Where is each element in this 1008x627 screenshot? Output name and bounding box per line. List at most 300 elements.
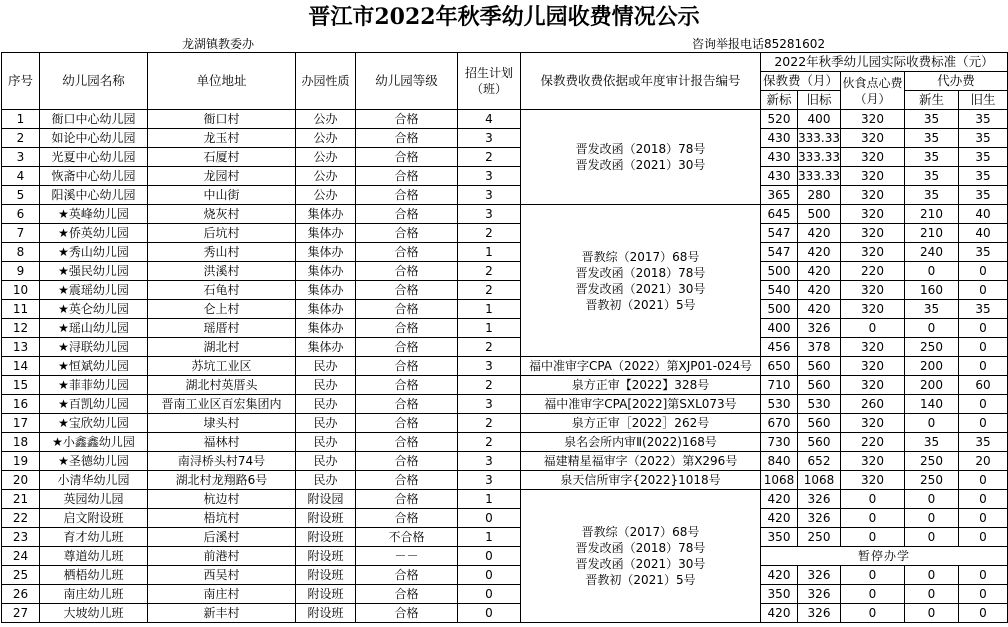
cell-care-old: 560: [798, 357, 841, 376]
cell-agency-new: 0: [905, 509, 959, 528]
cell-plan: 2: [458, 224, 521, 243]
cell-meal: 320: [841, 452, 905, 471]
cell-agency-old: 0: [959, 604, 1008, 623]
cell-plan: 3: [458, 205, 521, 224]
cell-care-new: 430: [761, 129, 798, 148]
col-care-new: 新标: [761, 91, 798, 110]
table-row: [2, 433, 1008, 452]
table-row: [2, 471, 1008, 490]
table-row: [2, 528, 1008, 547]
cell-meal: 0: [841, 528, 905, 547]
cell-care-old: 420: [798, 300, 841, 319]
cell-no: 14: [2, 357, 40, 376]
table-row: [2, 129, 1008, 148]
cell-name: ★英仑幼儿园: [40, 300, 148, 319]
cell-basis: 福建精星福审字（2022）第X296号: [521, 452, 761, 471]
cell-care-old: 326: [798, 585, 841, 604]
col-nature: 办园性质: [296, 53, 356, 110]
basis-line: 晋发改函（2021）30号: [575, 158, 706, 172]
cell-meal: 320: [841, 300, 905, 319]
cell-plan: 2: [458, 338, 521, 357]
cell-basis: 泉方正审［2022］262号: [521, 414, 761, 433]
cell-care-new: 520: [761, 110, 798, 129]
cell-name: ★瑶山幼儿园: [40, 319, 148, 338]
subheader: [0, 34, 1008, 52]
cell-care-new: 500: [761, 262, 798, 281]
table-row: [2, 509, 1008, 528]
cell-level: 合格: [356, 585, 458, 604]
table-row: [2, 585, 1008, 604]
cell-address: 秀山村: [148, 243, 296, 262]
cell-address: 苏坑工业区: [148, 357, 296, 376]
table-body: [2, 110, 1008, 623]
cell-name: 阳溪中心幼儿园: [40, 186, 148, 205]
cell-care-old: 400: [798, 110, 841, 129]
cell-name: ★侨英幼儿园: [40, 224, 148, 243]
cell-no: 19: [2, 452, 40, 471]
cell-care-new: 710: [761, 376, 798, 395]
cell-agency-old: 0: [959, 414, 1008, 433]
cell-care-old: 333.33: [798, 148, 841, 167]
cell-address: 石厦村: [148, 148, 296, 167]
table-row: [2, 110, 1008, 129]
cell-meal: 320: [841, 414, 905, 433]
cell-care-old: 326: [798, 566, 841, 585]
cell-level: 合格: [356, 433, 458, 452]
cell-nature: 公办: [296, 129, 356, 148]
cell-agency-old: 0: [959, 509, 1008, 528]
cell-nature: 民办: [296, 414, 356, 433]
cell-meal: 320: [841, 129, 905, 148]
cell-plan: 2: [458, 414, 521, 433]
cell-care-old: 280: [798, 186, 841, 205]
cell-care-new: 547: [761, 224, 798, 243]
cell-level: 合格: [356, 604, 458, 623]
cell-level: 合格: [356, 414, 458, 433]
cell-name: ★英峰幼儿园: [40, 205, 148, 224]
cell-care-old: 652: [798, 452, 841, 471]
cell-plan: 1: [458, 243, 521, 262]
cell-no: 1: [2, 110, 40, 129]
cell-agency-old: 0: [959, 471, 1008, 490]
cell-no: 16: [2, 395, 40, 414]
cell-address: 福林村: [148, 433, 296, 452]
cell-nature: 民办: [296, 357, 356, 376]
cell-care-new: 420: [761, 509, 798, 528]
cell-agency-old: 0: [959, 566, 1008, 585]
cell-address: 南庄村: [148, 585, 296, 604]
cell-level: －－: [356, 547, 458, 566]
col-care: 保教费（月）: [761, 72, 841, 91]
cell-care-new: 420: [761, 490, 798, 509]
hotline-label: 咨询举报电话85281602: [692, 37, 826, 51]
table-row: [2, 604, 1008, 623]
cell-name: ★恒斌幼儿园: [40, 357, 148, 376]
cell-no: 6: [2, 205, 40, 224]
cell-level: 合格: [356, 186, 458, 205]
cell-agency-new: 0: [905, 528, 959, 547]
cell-care-new: 645: [761, 205, 798, 224]
cell-meal: 320: [841, 357, 905, 376]
cell-meal: 0: [841, 604, 905, 623]
cell-address: 晋南工业区百宏集团内: [148, 395, 296, 414]
cell-no: 3: [2, 148, 40, 167]
cell-agency-new: 0: [905, 414, 959, 433]
cell-agency-new: 35: [905, 129, 959, 148]
table-row: [2, 547, 1008, 566]
cell-care-old: 530: [798, 395, 841, 414]
organization-label: 龙湖镇教委办: [182, 37, 255, 51]
cell-agency-new: 35: [905, 110, 959, 129]
cell-care-old: 560: [798, 376, 841, 395]
cell-care-old: 560: [798, 433, 841, 452]
cell-agency-old: 0: [959, 357, 1008, 376]
cell-agency-old: 35: [959, 129, 1008, 148]
cell-care-new: 430: [761, 148, 798, 167]
cell-name: 英园幼儿园: [40, 490, 148, 509]
cell-meal: 0: [841, 319, 905, 338]
cell-level: 合格: [356, 129, 458, 148]
cell-level: 合格: [356, 281, 458, 300]
table-row: [2, 224, 1008, 243]
cell-agency-new: 0: [905, 604, 959, 623]
cell-plan: 2: [458, 376, 521, 395]
cell-plan: 3: [458, 186, 521, 205]
table-row: [2, 338, 1008, 357]
cell-agency-new: 35: [905, 167, 959, 186]
cell-agency-new: 250: [905, 452, 959, 471]
cell-level: 合格: [356, 376, 458, 395]
cell-name: ★秀山幼儿园: [40, 243, 148, 262]
cell-address: 南浔桥头村74号: [148, 452, 296, 471]
cell-level: 合格: [356, 110, 458, 129]
col-fee-group: 2022年秋季幼儿园实际收费标准（元）: [761, 53, 1008, 72]
col-no: 序号: [2, 53, 40, 110]
cell-level: 合格: [356, 148, 458, 167]
cell-basis: 福中准审字CPA[2022]第SXL073号: [521, 395, 761, 414]
cell-name: 南庄幼儿班: [40, 585, 148, 604]
cell-agency-old: 40: [959, 224, 1008, 243]
cell-care-new: 420: [761, 604, 798, 623]
basis-line: 晋发改函（2021）30号: [575, 557, 706, 571]
col-agency-new: 新生: [905, 91, 959, 110]
cell-plan: 3: [458, 129, 521, 148]
cell-nature: 集体办: [296, 300, 356, 319]
cell-agency-new: 240: [905, 243, 959, 262]
cell-plan: 3: [458, 395, 521, 414]
cell-name: ★百凯幼儿园: [40, 395, 148, 414]
cell-agency-old: 35: [959, 433, 1008, 452]
cell-care-old: 326: [798, 604, 841, 623]
basis-line: 晋发改函（2018）78号: [575, 142, 706, 156]
cell-care-new: 670: [761, 414, 798, 433]
cell-plan: 0: [458, 547, 521, 566]
cell-meal: 260: [841, 395, 905, 414]
table-row: [2, 319, 1008, 338]
cell-meal: 320: [841, 186, 905, 205]
cell-meal: 320: [841, 338, 905, 357]
cell-basis: 泉名会所内审Ⅱ(2022)168号: [521, 433, 761, 452]
cell-name: 栖梧幼儿班: [40, 566, 148, 585]
cell-care-new: 350: [761, 528, 798, 547]
cell-agency-old: 0: [959, 319, 1008, 338]
cell-address: 洪溪村: [148, 262, 296, 281]
cell-agency-new: 35: [905, 186, 959, 205]
cell-care-new: 547: [761, 243, 798, 262]
cell-address: 仑上村: [148, 300, 296, 319]
col-agency: 代办费: [905, 72, 1008, 91]
cell-agency-old: 35: [959, 110, 1008, 129]
cell-agency-old: 35: [959, 300, 1008, 319]
cell-care-old: 420: [798, 224, 841, 243]
cell-name: 大坡幼儿班: [40, 604, 148, 623]
cell-nature: 附设班: [296, 509, 356, 528]
table-row: [2, 414, 1008, 433]
cell-agency-old: 35: [959, 186, 1008, 205]
cell-level: 合格: [356, 395, 458, 414]
cell-address: 湖北村英厝头: [148, 376, 296, 395]
cell-address: 后坑村: [148, 224, 296, 243]
cell-address: 湖北村龙翔路6号: [148, 471, 296, 490]
cell-plan: 0: [458, 585, 521, 604]
col-meal: 伙食点心费（月）: [841, 72, 905, 110]
cell-care-new: 650: [761, 357, 798, 376]
cell-level: 合格: [356, 300, 458, 319]
cell-care-new: 456: [761, 338, 798, 357]
cell-plan: 2: [458, 262, 521, 281]
cell-care-new: 530: [761, 395, 798, 414]
table-header: [2, 53, 1008, 110]
cell-name: 尊道幼儿班: [40, 547, 148, 566]
cell-level: 不合格: [356, 528, 458, 547]
cell-agency-new: 35: [905, 148, 959, 167]
table-row: [2, 376, 1008, 395]
cell-plan: 2: [458, 148, 521, 167]
basis-line: 晋发改函（2021）30号: [575, 281, 706, 296]
cell-basis-group: [521, 205, 761, 357]
cell-nature: 集体办: [296, 224, 356, 243]
col-agency-old: 旧生: [959, 91, 1008, 110]
cell-level: 合格: [356, 509, 458, 528]
cell-plan: 1: [458, 528, 521, 547]
cell-suspended: 暂停办学: [761, 547, 1008, 566]
cell-address: 中山街: [148, 186, 296, 205]
cell-no: 5: [2, 186, 40, 205]
cell-address: 龙园村: [148, 167, 296, 186]
col-name: 幼儿园名称: [40, 53, 148, 110]
cell-name: 启文附设班: [40, 509, 148, 528]
cell-no: 22: [2, 509, 40, 528]
cell-address: 新丰村: [148, 604, 296, 623]
cell-care-old: 420: [798, 243, 841, 262]
basis-line: 晋教初（2021）5号: [585, 297, 696, 312]
cell-no: 24: [2, 547, 40, 566]
cell-agency-old: 35: [959, 243, 1008, 262]
cell-agency-old: 0: [959, 281, 1008, 300]
table-row: [2, 452, 1008, 471]
cell-nature: 公办: [296, 186, 356, 205]
cell-no: 7: [2, 224, 40, 243]
cell-name: ★圣德幼儿园: [40, 452, 148, 471]
cell-no: 11: [2, 300, 40, 319]
cell-nature: 集体办: [296, 281, 356, 300]
cell-care-old: 333.33: [798, 167, 841, 186]
cell-agency-old: 0: [959, 490, 1008, 509]
cell-meal: 0: [841, 509, 905, 528]
cell-agency-old: 0: [959, 262, 1008, 281]
table-row: [2, 566, 1008, 585]
cell-nature: 公办: [296, 167, 356, 186]
cell-nature: 民办: [296, 452, 356, 471]
cell-no: 10: [2, 281, 40, 300]
cell-name: 育才幼儿班: [40, 528, 148, 547]
cell-care-old: 1068: [798, 471, 841, 490]
cell-address: 衙口村: [148, 110, 296, 129]
cell-no: 2: [2, 129, 40, 148]
basis-line: 晋教综（2017）68号: [581, 249, 700, 264]
cell-basis: 泉方正审【2022】328号: [521, 376, 761, 395]
cell-nature: 集体办: [296, 262, 356, 281]
cell-name: ★浔联幼儿园: [40, 338, 148, 357]
cell-care-old: 378: [798, 338, 841, 357]
cell-meal: 320: [841, 471, 905, 490]
cell-nature: 附设班: [296, 585, 356, 604]
cell-level: 合格: [356, 224, 458, 243]
cell-agency-old: 35: [959, 148, 1008, 167]
cell-plan: 3: [458, 471, 521, 490]
cell-name: 衙口中心幼儿园: [40, 110, 148, 129]
table-row: [2, 281, 1008, 300]
cell-plan: 0: [458, 509, 521, 528]
cell-level: 合格: [356, 490, 458, 509]
cell-plan: 0: [458, 566, 521, 585]
cell-care-old: 326: [798, 490, 841, 509]
cell-care-old: 500: [798, 205, 841, 224]
cell-level: 合格: [356, 471, 458, 490]
cell-level: 合格: [356, 357, 458, 376]
cell-care-new: 400: [761, 319, 798, 338]
cell-plan: 3: [458, 357, 521, 376]
cell-no: 15: [2, 376, 40, 395]
col-level: 幼儿园等级: [356, 53, 458, 110]
cell-care-old: 560: [798, 414, 841, 433]
cell-meal: 0: [841, 566, 905, 585]
cell-plan: 2: [458, 281, 521, 300]
cell-name: 小清华幼儿园: [40, 471, 148, 490]
cell-meal: 0: [841, 585, 905, 604]
cell-address: 后溪村: [148, 528, 296, 547]
cell-meal: 320: [841, 243, 905, 262]
cell-basis: 泉天信所审字{2022}1018号: [521, 471, 761, 490]
cell-care-new: 840: [761, 452, 798, 471]
col-plan: 招生计划（班）: [458, 53, 521, 110]
cell-name: 如论中心幼儿园: [40, 129, 148, 148]
cell-care-new: 430: [761, 167, 798, 186]
cell-meal: 0: [841, 490, 905, 509]
cell-name: ★小鑫鑫幼儿园: [40, 433, 148, 452]
cell-address: 埭头村: [148, 414, 296, 433]
table-row: [2, 300, 1008, 319]
cell-care-old: 333.33: [798, 129, 841, 148]
cell-meal: 320: [841, 376, 905, 395]
cell-plan: 3: [458, 167, 521, 186]
cell-plan: 1: [458, 319, 521, 338]
cell-nature: 附设班: [296, 566, 356, 585]
cell-agency-new: 250: [905, 338, 959, 357]
cell-basis: 福中准审字CPA（2022）第XJP01-024号: [521, 357, 761, 376]
cell-care-new: 350: [761, 585, 798, 604]
cell-name: ★菲菲幼儿园: [40, 376, 148, 395]
cell-level: 合格: [356, 338, 458, 357]
cell-level: 合格: [356, 262, 458, 281]
cell-care-old: 326: [798, 509, 841, 528]
cell-meal: 320: [841, 148, 905, 167]
table-row: [2, 205, 1008, 224]
cell-care-new: 730: [761, 433, 798, 452]
table-row: [2, 186, 1008, 205]
cell-care-new: 420: [761, 566, 798, 585]
cell-nature: 附设班: [296, 528, 356, 547]
table-row: [2, 490, 1008, 509]
cell-agency-new: 160: [905, 281, 959, 300]
cell-no: 17: [2, 414, 40, 433]
cell-address: 烧灰村: [148, 205, 296, 224]
col-basis: 保教费收费依据或年度审计报告编号: [521, 53, 761, 110]
cell-care-old: 420: [798, 262, 841, 281]
cell-nature: 附设园: [296, 490, 356, 509]
cell-no: 4: [2, 167, 40, 186]
cell-nature: 集体办: [296, 243, 356, 262]
basis-line: 晋教初（2021）5号: [585, 573, 696, 587]
table-row: [2, 243, 1008, 262]
cell-nature: 民办: [296, 471, 356, 490]
cell-no: 26: [2, 585, 40, 604]
cell-meal: 320: [841, 205, 905, 224]
cell-meal: 220: [841, 262, 905, 281]
cell-care-new: 540: [761, 281, 798, 300]
cell-care-new: 1068: [761, 471, 798, 490]
table-row: [2, 262, 1008, 281]
cell-meal: 320: [841, 167, 905, 186]
basis-line: 晋发改函（2018）78号: [575, 541, 706, 555]
cell-basis-group: [521, 490, 761, 623]
cell-agency-new: 0: [905, 319, 959, 338]
cell-address: 瑶厝村: [148, 319, 296, 338]
cell-no: 8: [2, 243, 40, 262]
cell-no: 20: [2, 471, 40, 490]
cell-meal: 320: [841, 110, 905, 129]
cell-name: ★震瑶幼儿园: [40, 281, 148, 300]
cell-agency-old: 0: [959, 395, 1008, 414]
cell-nature: 民办: [296, 433, 356, 452]
cell-nature: 集体办: [296, 205, 356, 224]
table-row: [2, 357, 1008, 376]
cell-plan: 1: [458, 300, 521, 319]
cell-address: 湖北村: [148, 338, 296, 357]
cell-basis-group: [521, 110, 761, 205]
cell-name: ★宝欣幼儿园: [40, 414, 148, 433]
cell-nature: 公办: [296, 148, 356, 167]
table-row: [2, 167, 1008, 186]
cell-agency-new: 0: [905, 262, 959, 281]
cell-agency-new: 35: [905, 433, 959, 452]
cell-agency-new: 140: [905, 395, 959, 414]
cell-meal: 320: [841, 224, 905, 243]
cell-address: 石龟村: [148, 281, 296, 300]
cell-no: 27: [2, 604, 40, 623]
cell-agency-old: 60: [959, 376, 1008, 395]
cell-nature: 附设班: [296, 604, 356, 623]
